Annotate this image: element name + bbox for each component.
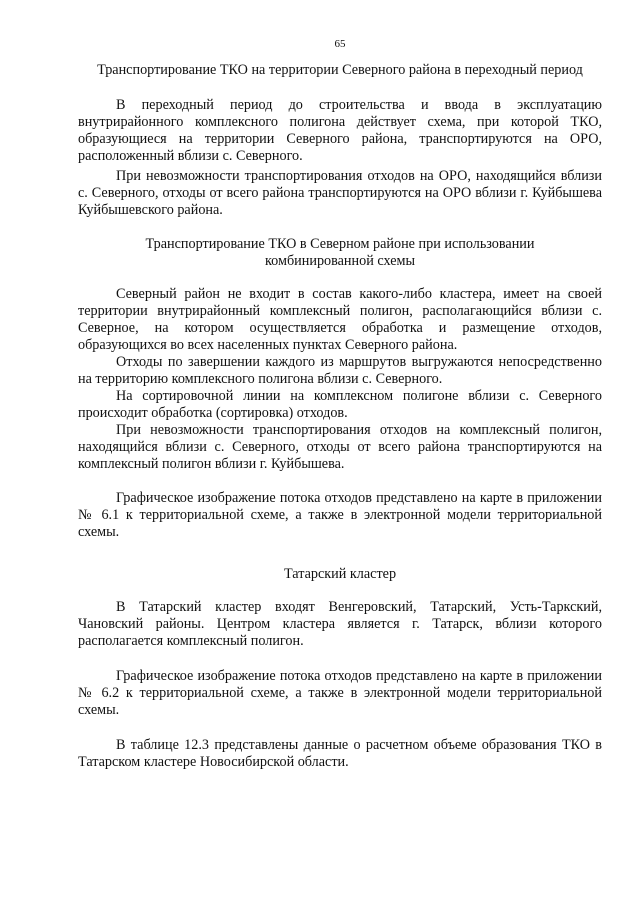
paragraph: Отходы по завершении каждого из маршрутов выгружаются непосредственно на территорию комплексного полигона вблизи с. Северного. [78,354,602,387]
paragraph: При невозможности транспортирования отходов на ОРО, находящийся вблизи с. Северного, отходы от всего района транспортируются на ОРО вблизи г. Куйбышева Куйбышевского района. [78,168,602,218]
heading-line: Транспортирование ТКО в Северном районе при использовании [145,236,535,252]
paragraph-block [78,599,602,650]
paragraph: В таблице 12.3 представлены данные о расчетном объеме образования ТКО в Татарском кластере Новосибирской области. [78,737,602,770]
paragraph-block [78,490,602,541]
section-heading-transition: Транспортирование ТКО на территории Северного района в переходный период [97,62,583,78]
paragraph: В переходный период до строительства и ввода в эксплуатацию внутрирайонного комплексного полигона действует схема, при которой ТКО, образующиеся на территории Северного района, транспортируются на ОРО, расположенный вблизи с. Северного. [78,97,602,164]
paragraph-block [78,168,602,219]
section-heading-tatarsky: Татарский кластер [283,566,397,582]
paragraph-block [78,286,602,473]
paragraph-block [78,97,602,165]
page-number: 65 [334,38,346,50]
paragraph: В Татарский кластер входят Венгеровский, Татарский, Усть-Таркский, Чановский районы. Центром кластера является г. Татарск, вблизи которого располагается комплексный полигон. [78,599,602,649]
paragraph: При невозможности транспортирования отходов на комплексный полигон, находящийся вблизи с. Северного, отходы от всего района транспортируются на комплексный полигон вблизи г. Куйбышева. [78,422,602,472]
paragraph: Графическое изображение потока отходов представлено на карте в приложении № 6.2 к территориальной схеме, а также в электронной модели территориальной схемы. [78,668,602,718]
heading-line: комбинированной схемы [264,253,416,269]
paragraph: Графическое изображение потока отходов представлено на карте в приложении № 6.1 к территориальной схеме, а также в электронной модели территориальной схемы. [78,490,602,540]
paragraph: На сортировочной линии на комплексном полигоне вблизи с. Северного происходит обработка (сортировка) отходов. [78,388,602,421]
paragraph: Северный район не входит в состав какого-либо кластера, имеет на своей территории внутрирайонный комплексный полигон, располагающийся вблизи с. Северное, на котором осуществляется обработка и размещение отходов, образующихся во всех населенных пунктах Северного района. [78,286,602,353]
section-heading-combined [78,236,602,270]
paragraph-block [78,668,602,719]
paragraph-block [78,737,602,771]
